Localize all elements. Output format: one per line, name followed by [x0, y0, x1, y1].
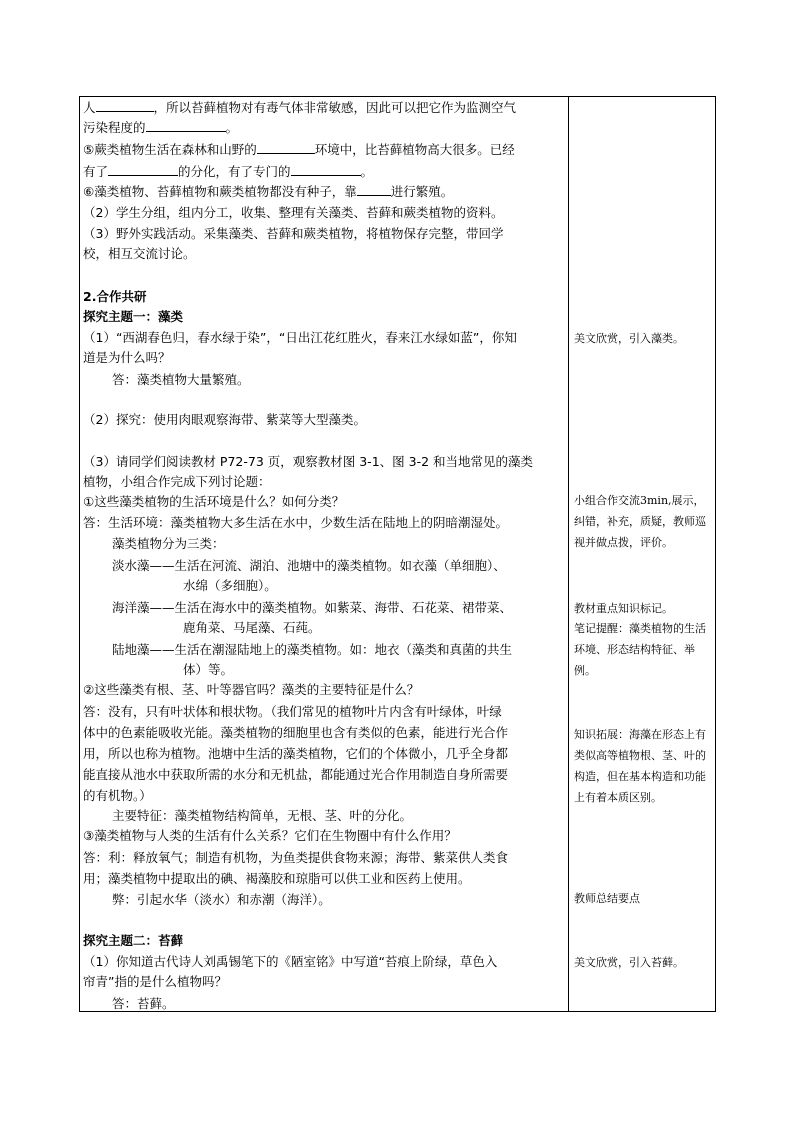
fill-blank	[291, 163, 361, 176]
fill-blank	[257, 141, 315, 154]
text-line: （1）“西湖春色归，春水绿于染”，“日出江花红胜火，春来江水绿如蓝”，你知	[83, 330, 517, 345]
text-line: 道是为什么吗？	[83, 350, 171, 365]
text-line: ②这些藻类有根、茎、叶等器官吗？藻类的主要特征是什么？	[83, 682, 420, 697]
column-divider	[568, 96, 569, 1012]
text-line: 弊：引起水华（淡水）和赤潮（海洋）。	[112, 892, 331, 907]
text-line: 用，所以也称为植物。池塘中生活的藻类植物，它们的个体微小，几乎全身都	[83, 746, 509, 761]
fill-blank	[146, 119, 226, 132]
text-line: 有了 的分化，有了专门的 。	[83, 164, 374, 179]
text-line: 植物，小组合作完成下列讨论题：	[83, 474, 271, 489]
text-line: 藻类植物分为三类：	[112, 536, 225, 551]
topic-heading: 探究主题一：藻类	[83, 309, 184, 324]
text-line: 的有机物。）	[83, 788, 152, 803]
text-line: ⑥藻类植物、苔藓植物和蕨类植物都没有种子，靠 进行繁殖。	[83, 184, 454, 199]
section-heading: 2.合作共研	[83, 289, 147, 304]
side-note: 美文欣赏，引入苔藓。	[574, 956, 684, 969]
text-line: （2）学生分组，组内分工，收集、整理有关藻类、苔藓和蕨类植物的资料。	[83, 205, 504, 220]
side-note: 小组合作交流3min,展示，纠错，补充，质疑，教师巡视并做点拨，评价。	[574, 494, 706, 549]
text-line: ③藻类植物与人类的生活有什么关系？它们在生物圈中有什么作用？	[83, 828, 457, 843]
fill-blank	[357, 183, 391, 196]
side-note: 美文欣赏，引入藻类。	[574, 332, 684, 345]
text-line: 能直接从池水中获取所需的水分和无机盐，都能通过光合作用制造自身所需要	[83, 767, 509, 782]
text-line: 主要特征：藻类植物结构简单，无根、茎、叶的分化。	[112, 808, 413, 823]
text-line: （1）你知道古代诗人刘禹锡笔下的《陋室铭》中写道“苔痕上阶绿，草色入	[83, 954, 498, 969]
topic-heading: 探究主题二：苔藓	[83, 933, 184, 948]
text-line: （3）野外实践活动。采集藻类、苔藓和蕨类植物，将植物保存完整，带回学	[83, 226, 504, 241]
text-line: 污染程度的 。	[83, 120, 239, 135]
text-line: ⑤蕨类植物生活在森林和山野的 环境中，比苔藓植物高大很多。已经	[83, 142, 515, 157]
side-note: 教师总结要点	[574, 892, 640, 905]
side-note: 知识拓展：海藻在形态上有类似高等植物根、茎、叶的构造，但在基本构造和功能上有着本质区别。	[574, 728, 706, 804]
text-line: 校，相互交流讨论。	[83, 246, 196, 261]
fill-blank	[96, 99, 154, 112]
text-line: 淡水藻——生活在河流、湖泊、池塘中的藻类植物。如衣藻（单细胞）、	[112, 558, 506, 573]
text-line: （3）请同学们阅读教材 P72-73 页，观察教材图 3-1、图 3-2 和当地常见的藻类	[83, 454, 534, 469]
side-note: 笔记提醒：藻类植物的生活环境、形态结构特征、举例。	[574, 622, 706, 677]
answer-line: 答：利：释放氧气；制造有机物，为鱼类提供食物来源；海带、紫菜供人类食	[83, 850, 509, 865]
answer-line: 答：苔藓。	[112, 996, 175, 1011]
text-line: （2）探究：使用肉眼观察海带、紫菜等大型藻类。	[83, 412, 366, 427]
text-line: 陆地藻——生活在潮湿陆地上的藻类植物。如：地衣（藻类和真菌的共生	[112, 642, 513, 657]
text-line: 体中的色素能吸收光能。藻类植物的细胞里也含有类似的色素，能进行光合作	[83, 725, 509, 740]
side-note: 教材重点知识标记。	[574, 602, 673, 615]
answer-line: 答：生活环境：藻类植物大多生活在水中，少数生活在陆地上的阴暗潮湿处。	[83, 515, 509, 530]
answer-line: 答：没有，只有叶状体和根状物。（我们常见的植物叶片内含有叶绿体，叶绿	[83, 704, 502, 719]
text-line: 用；藻类植物中提取出的碘、褐藻胶和琼脂可以供工业和医药上使用。	[83, 871, 471, 886]
answer-line: 答：藻类植物大量繁殖。	[112, 372, 250, 387]
text-line: ①这些藻类植物的生活环境是什么？如何分类？	[83, 494, 345, 509]
fill-blank	[108, 163, 178, 176]
text-line: 人 ，所以苔藓植物对有毒气体非常敏感，因此可以把它作为监测空气	[83, 100, 517, 115]
text-line: 水绵（多细胞）。	[183, 578, 277, 593]
text-line: 海洋藻——生活在海水中的藻类植物。如紫菜、海带、石花菜、裙带菜、	[112, 600, 513, 615]
text-line: 体）等。	[183, 662, 234, 677]
text-line: 鹿角菜、马尾藻、石莼。	[183, 620, 321, 635]
text-line: 帘青”指的是什么植物吗？	[83, 974, 227, 989]
